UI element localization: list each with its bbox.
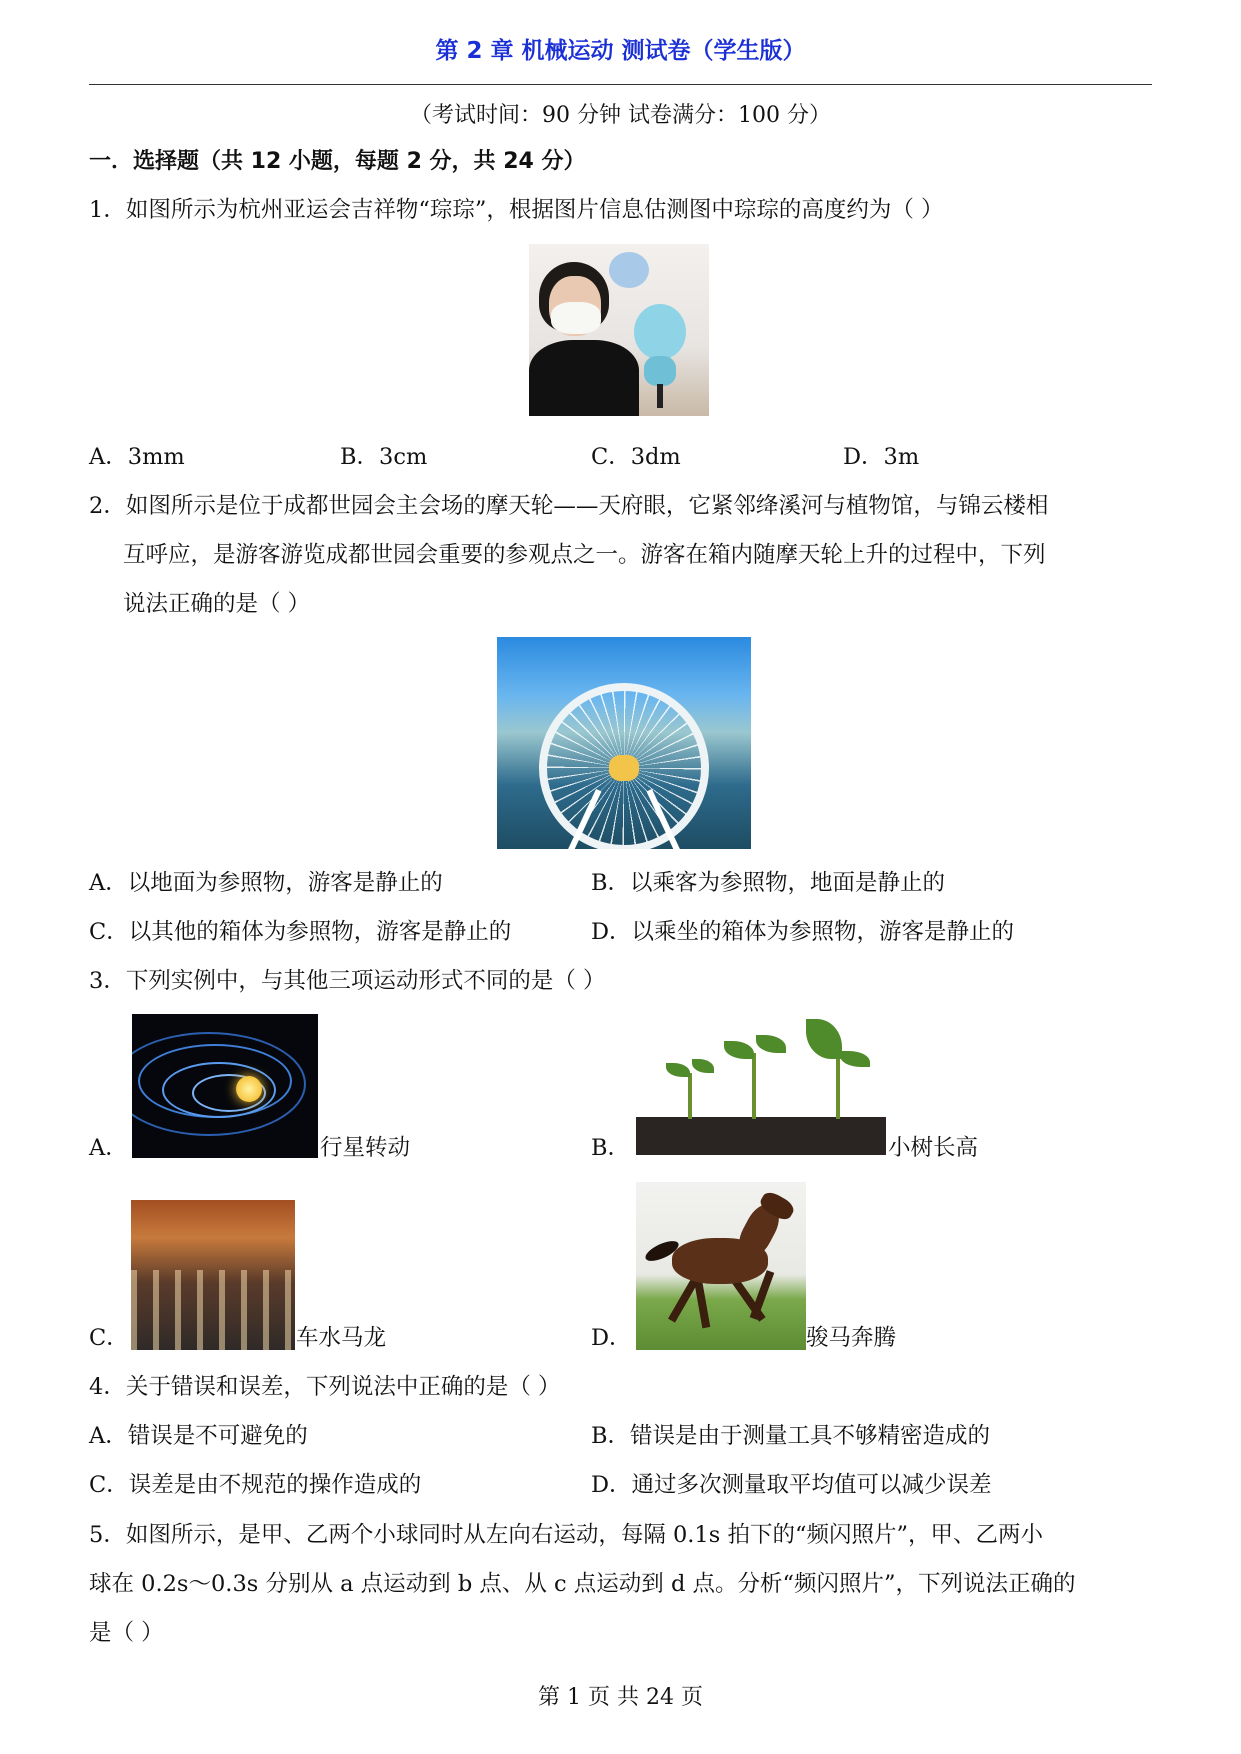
question-1-stem: 1．如图所示为杭州亚运会吉祥物“琮琮”，根据图片信息估测图中琮琮的高度约为（ ）: [89, 197, 944, 223]
question-1-option-a: A．3mm: [89, 444, 185, 470]
question-3-option-c-caption: 车水马龙: [296, 1325, 387, 1351]
question-5-stem-line-3: 是（ ）: [89, 1620, 164, 1646]
exam-info: （考试时间：90 分钟 试卷满分：100 分）: [410, 103, 831, 128]
question-2-stem-line-3: 说法正确的是（ ）: [123, 591, 311, 617]
question-2-option-d: D．以乘坐的箱体为参照物，游客是静止的: [591, 919, 1015, 945]
question-1-option-c: C．3dm: [591, 444, 681, 470]
question-2-option-b: B．以乘客为参照物，地面是静止的: [591, 870, 946, 896]
question-2-stem-line-1: 2．如图所示是位于成都世园会主会场的摩天轮——天府眼，它紧邻绛溪河与植物馆，与锦云楼相: [89, 493, 1049, 519]
question-4-option-d: D．通过多次测量取平均值可以减少误差: [591, 1472, 992, 1498]
question-4-option-b: B．错误是由于测量工具不够精密造成的: [591, 1423, 991, 1449]
question-5-stem-line-1: 5．如图所示，是甲、乙两个小球同时从左向右运动，每隔 0.1s 拍下的“频闪照片”，甲、乙两小: [89, 1522, 1043, 1548]
horse-photo: [636, 1182, 806, 1350]
planet-orbit-photo: [132, 1014, 318, 1158]
question-5-stem-line-2: 球在 0.2s～0.3s 分别从 a 点运动到 b 点、从 c 点运动到 d 点。分析“频闪照片”，下列说法正确的: [89, 1571, 1076, 1597]
mascot-photo: [529, 244, 709, 416]
question-3-option-d-caption: 骏马奔腾: [806, 1325, 897, 1351]
header-divider: [89, 84, 1152, 85]
question-3-option-c-letter: C．: [89, 1325, 129, 1351]
traffic-photo: [131, 1200, 295, 1350]
question-3-option-a-caption: 行星转动: [320, 1135, 411, 1161]
question-3-stem: 3．下列实例中，与其他三项运动形式不同的是（ ）: [89, 968, 606, 994]
question-4-option-c: C．误差是由不规范的操作造成的: [89, 1472, 422, 1498]
question-1-option-b: B．3cm: [340, 444, 428, 470]
question-1-option-d: D．3m: [843, 444, 920, 470]
question-4-option-a: A．错误是不可避免的: [89, 1423, 308, 1449]
question-4-stem: 4．关于错误和误差，下列说法中正确的是（ ）: [89, 1374, 561, 1400]
section-heading: 一．选择题（共 12 小题，每题 2 分，共 24 分）: [89, 149, 586, 174]
question-3-option-b-caption: 小树长高: [888, 1135, 979, 1161]
question-2-stem-line-2: 互呼应，是游客游览成都世园会重要的参观点之一。游客在箱内随摩天轮上升的过程中，下列: [123, 542, 1046, 568]
question-2-option-c: C．以其他的箱体为参照物，游客是静止的: [89, 919, 512, 945]
page-number: 第 1 页 共 24 页: [538, 1685, 703, 1710]
page-title: 第 2 章 机械运动 测试卷（学生版）: [435, 38, 806, 64]
question-2-option-a: A．以地面为参照物，游客是静止的: [89, 870, 443, 896]
seedlings-photo: [636, 1013, 886, 1155]
question-3-option-b-letter: B．: [591, 1135, 631, 1161]
question-3-option-d-letter: D．: [591, 1325, 632, 1351]
question-3-option-a-letter: A．: [89, 1135, 128, 1161]
ferris-wheel-photo: [497, 637, 751, 849]
